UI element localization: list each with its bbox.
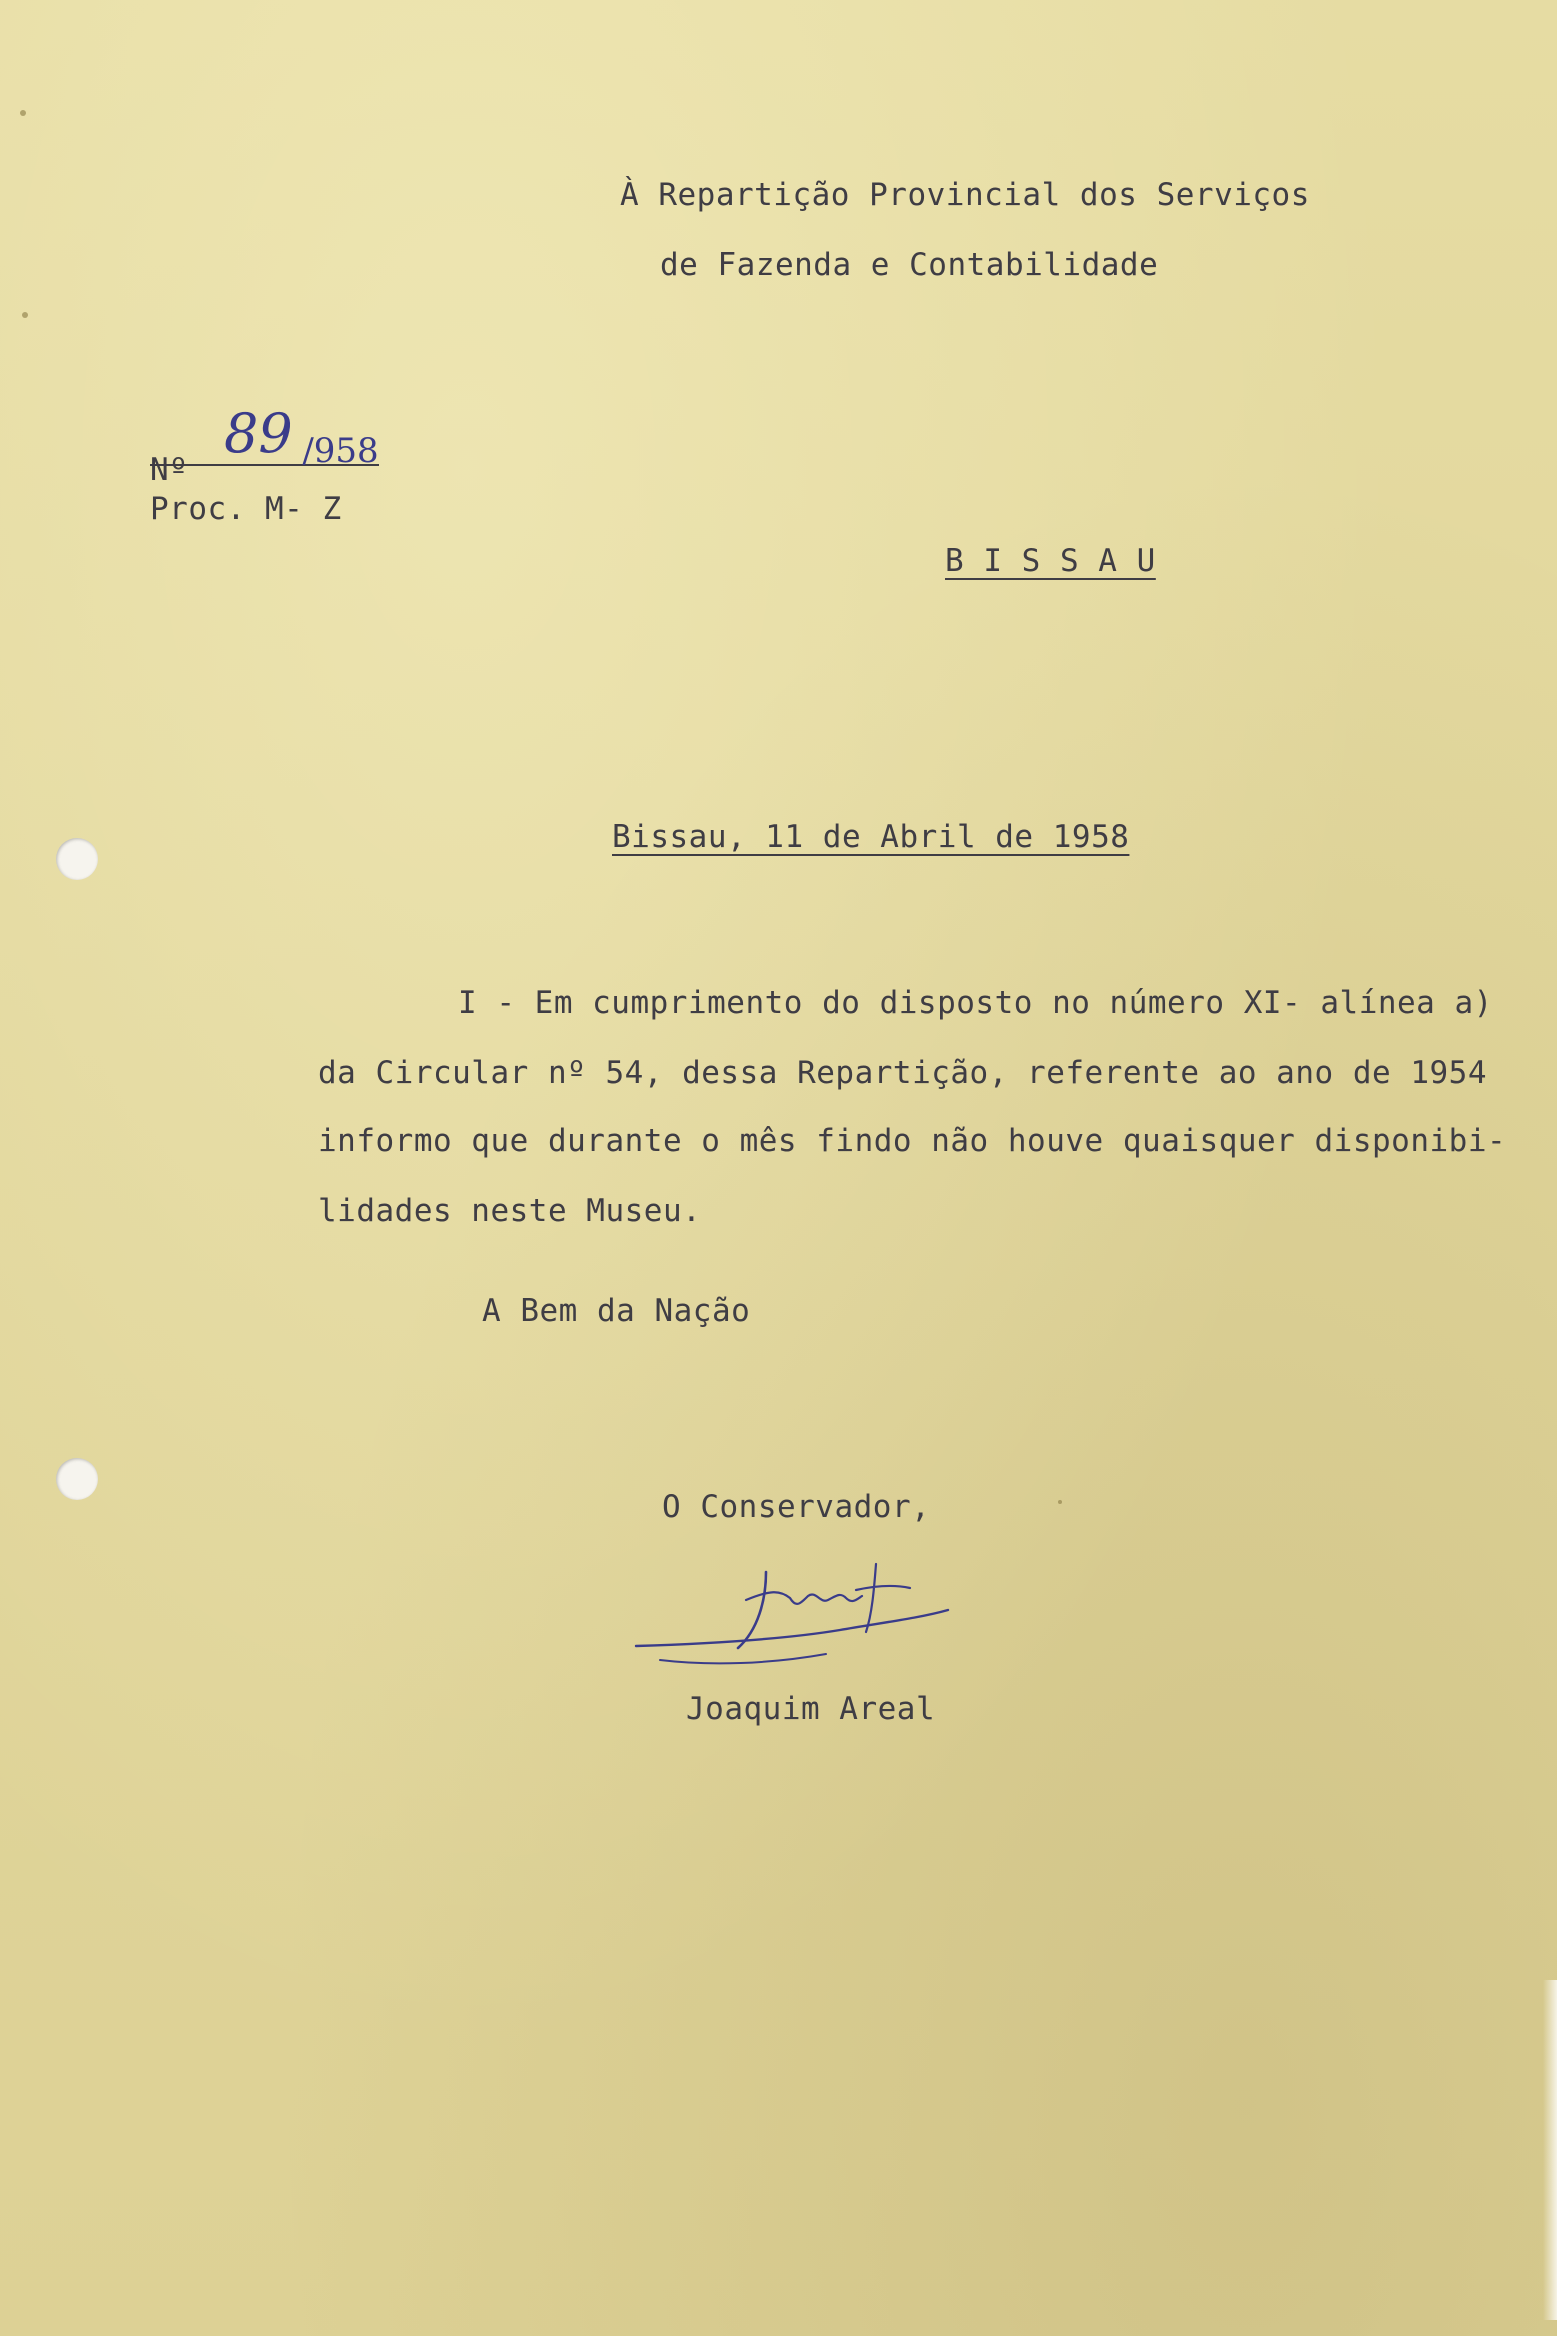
signature-j-stroke: [738, 1572, 766, 1648]
torn-paper-edge: [1543, 1980, 1557, 2320]
date-line: Bissau, 11 de Abril de 1958: [612, 819, 1130, 855]
punch-hole-upper: [56, 838, 98, 880]
process-reference: Proc. M- Z: [150, 491, 342, 527]
addressee-line-1: À Repartição Provincial dos Serviços: [620, 177, 1310, 213]
paper-speck: [22, 312, 28, 318]
paper-speck: [20, 110, 26, 116]
reference-handwritten-number: 89: [223, 402, 293, 465]
signature-underline: [660, 1654, 826, 1663]
signature-flourish: [636, 1610, 948, 1646]
body-line-3: informo que durante o mês findo não houve quaisquer disponibi-: [318, 1123, 1507, 1159]
reference-prefix: Nº: [150, 452, 189, 488]
signatory-name: Joaquim Areal: [686, 1691, 936, 1727]
signature: [630, 1560, 970, 1690]
destination: B I S S A U: [945, 543, 1156, 579]
reference-number: [150, 402, 379, 488]
body-line-4: lidades neste Museu.: [318, 1193, 702, 1229]
closing-salutation: A Bem da Nação: [482, 1293, 751, 1329]
reference-year: /958: [302, 431, 379, 471]
punch-hole-lower: [56, 1458, 98, 1500]
signatory-title: O Conservador,: [662, 1489, 931, 1525]
body-line-1: I - Em cumprimento do disposto no número XI- alínea a): [458, 985, 1493, 1021]
paper-speck: [1058, 1500, 1062, 1504]
addressee-line-2: de Fazenda e Contabilidade: [660, 247, 1159, 283]
body-line-2: da Circular nº 54, dessa Repartição, referente ao ano de 1954: [318, 1055, 1487, 1091]
